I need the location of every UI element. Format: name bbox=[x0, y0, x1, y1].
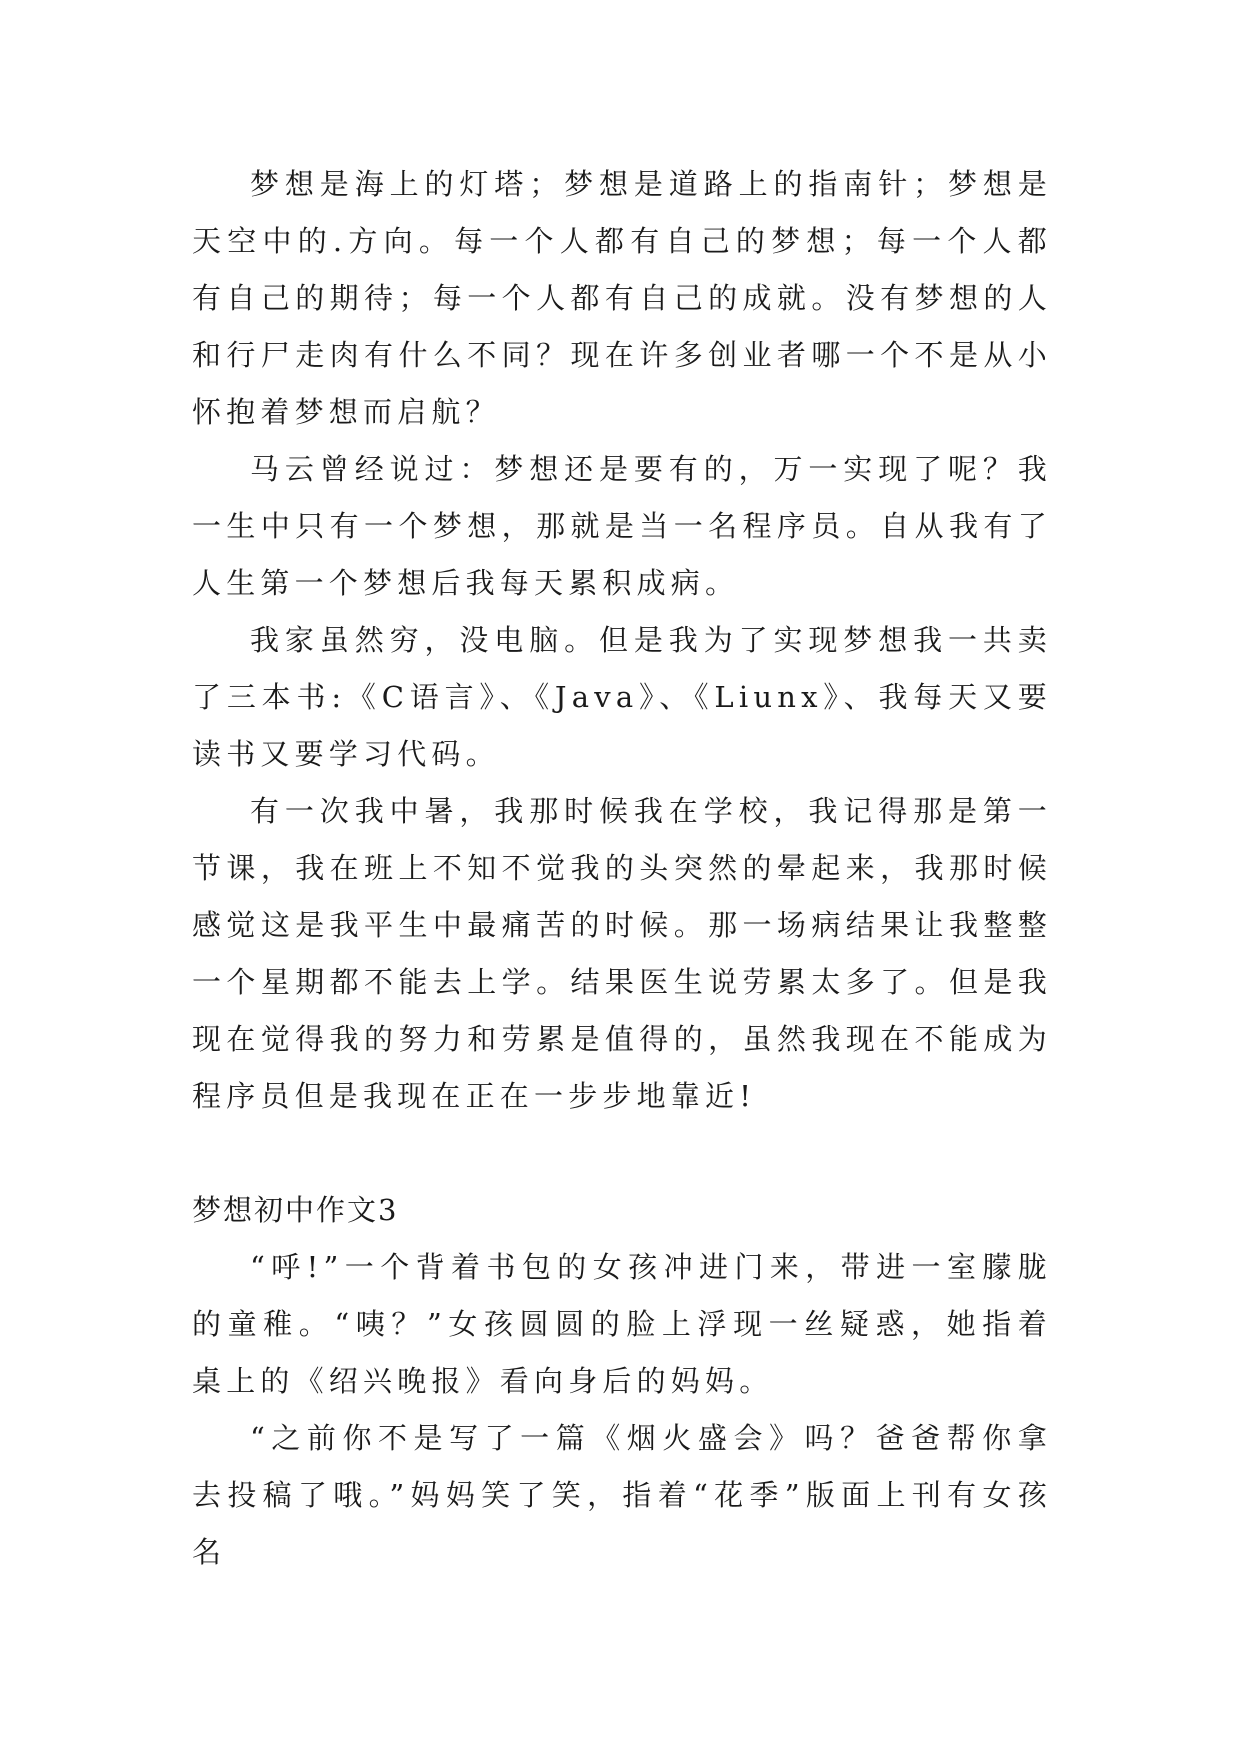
paragraph-dream-lighthouse: 梦想是海上的灯塔；梦想是道路上的指南针；梦想是天空中的.方向。每一个人都有自己的梦想；每一个人都有自己的期待；每一个人都有自己的成就。没有梦想的人和行尸走肉有什么不同？现在许多创业者哪一个不是从小怀抱着梦想而启航？ bbox=[192, 167, 1052, 429]
section-spacer bbox=[192, 1125, 1052, 1182]
paragraph-jack-ma-quote: 马云曾经说过：梦想还是要有的，万一实现了呢？我一生中只有一个梦想，那就是当一名程序员。自从我有了人生第一个梦想后我每天累积成病。 bbox=[192, 452, 1052, 600]
paragraph-mother-explains: “之前你不是写了一篇《烟火盛会》吗？爸爸帮你拿去投稿了哦。”妈妈笑了笑，指着“花季”版面上刊有女孩名 bbox=[192, 1421, 1052, 1569]
paragraph-sold-books: 我家虽然穷，没电脑。但是我为了实现梦想我一共卖了三本书:《C语言》、《Java》、《Liunx》、我每天又要读书又要学习代码。 bbox=[192, 623, 1052, 771]
paragraph-heatstroke: 有一次我中暑，我那时候我在学校，我记得那是第一节课，我在班上不知不觉我的头突然的晕起来，我那时候感觉这是我平生中最痛苦的时候。那一场病结果让我整整一个星期都不能去上学。结果医生说劳累太多了。但是我现在觉得我的努力和劳累是值得的，虽然我现在不能成为程序员但是我现在正在一步步地靠近! bbox=[192, 794, 1052, 1113]
section-heading: 梦想初中作文3 bbox=[192, 1193, 399, 1227]
document-body bbox=[192, 156, 1052, 1581]
paragraph-girl-rushes-in: “呼!”一个背着书包的女孩冲进门来，带进一室朦胧的童稚。“咦？”女孩圆圆的脸上浮现一丝疑惑，她指着桌上的《绍兴晚报》看向身后的妈妈。 bbox=[192, 1250, 1052, 1398]
